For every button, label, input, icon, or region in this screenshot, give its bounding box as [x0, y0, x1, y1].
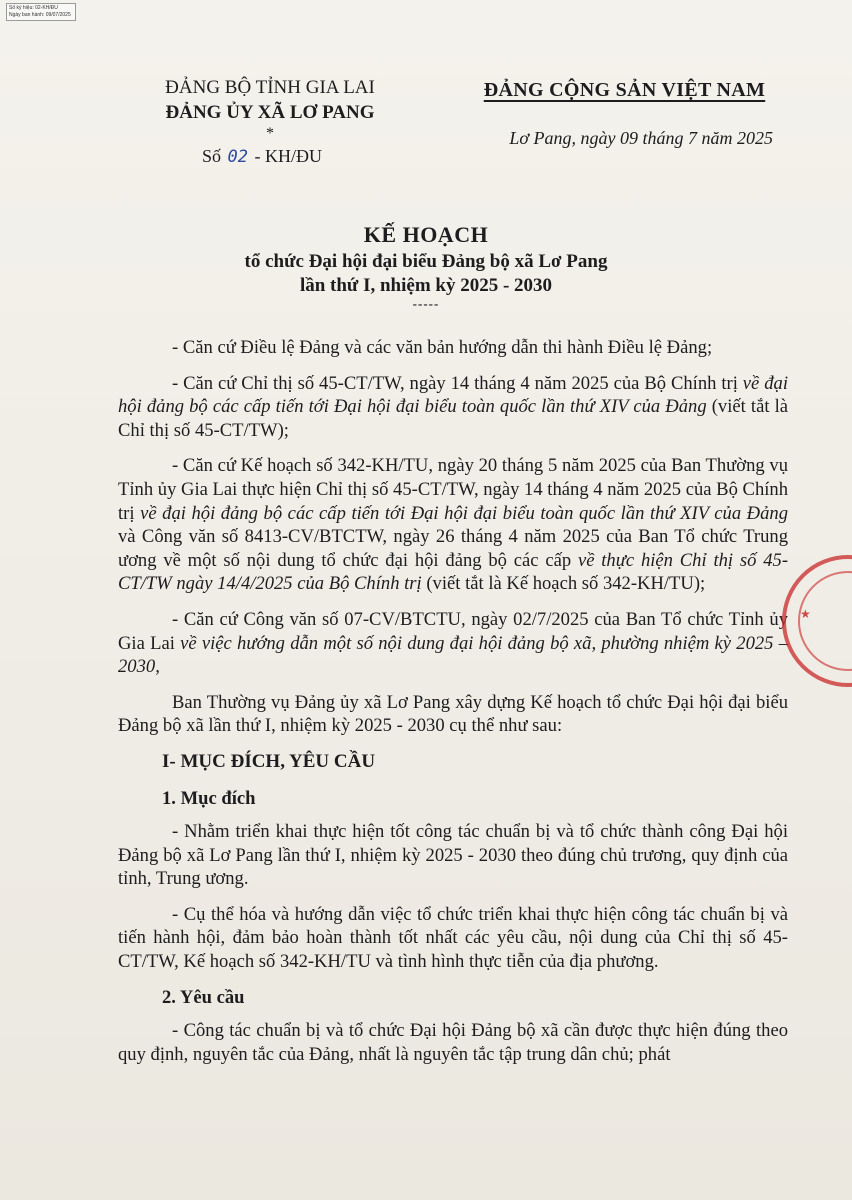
document-body: [118, 336, 788, 1078]
italic-text-run: về đại hội đảng bộ các cấp tiến tới Đại hội đại biểu toàn quốc lần thứ XIV của Đảng: [118, 372, 788, 418]
national-motto-block: [472, 76, 777, 152]
document-number: [150, 142, 390, 171]
party-name-motto: ĐẢNG CỘNG SẢN VIỆT NAM: [483, 79, 766, 101]
number-suffix: - KH/ĐU: [254, 146, 322, 166]
issue-date-note: Ngày ban hành: 09/07/2025: [9, 12, 71, 18]
requirements-paragraph-1: - Công tác chuẩn bị và tổ chức Đại hội Đảng bộ xã cần được thực hiện đúng theo quy định, nguyên tắc của Đảng, nhất là nguyên tắc tập trung dân chủ; phát: [118, 1020, 788, 1065]
basis-paragraph-1: - Căn cứ Điều lệ Đảng và các văn bản hướng dẫn thi hành Điều lệ Đảng;: [172, 337, 713, 358]
text-run: - Căn cứ Kế hoạch số 342-KH/TU, ngày 20 tháng 5 năm 2025 của Ban Thường vụ Tỉnh ủy Gia Lai thực hiện Chỉ thị số 45-CT/TW, ngày 14 tháng 4 năm 2025 của Bộ Chính trị: [118, 455, 788, 524]
italic-text-run: về việc hướng dẫn một số nội dung đại hội đảng bộ xã, phường nhiệm kỳ 2025 – 2030,: [118, 632, 788, 678]
section-heading-1: I- MỤC ĐÍCH, YÊU CẦU: [162, 750, 376, 772]
text-run: (viết tắt là Chỉ thị số 45-CT/TW);: [118, 396, 788, 441]
subheading-purpose: 1. Mục đích: [162, 787, 256, 809]
handwritten-number: 02: [227, 147, 248, 167]
basis-paragraph-3: [118, 454, 788, 596]
issuing-authority-block: [150, 76, 390, 171]
text-run: - Căn cứ Chỉ thị số 45-CT/TW, ngày 14 tháng 4 năm 2025 của Bộ Chính trị: [172, 372, 743, 394]
star-mark: *: [266, 125, 274, 142]
parent-authority: ĐẢNG BỘ TỈNH GIA LAI: [165, 77, 375, 98]
text-run: - Căn cứ Công văn số 07-CV/BTCTU, ngày 02/7/2025 của Ban Tổ chức Tỉnh ủy Gia Lai: [118, 608, 788, 654]
text-run: và Công văn số 8413-CV/BTCTW, ngày 26 tháng 4 năm 2025 của Ban Tổ chức Trung ương về một số nội dung tổ chức đại hội đảng bộ các cấp: [118, 526, 788, 571]
title-separator: -----: [412, 296, 440, 311]
basis-paragraph-2: [118, 372, 788, 443]
footer-stamp: [0, 1186, 852, 1200]
text-run: (viết tắt là Kế hoạch số 342-KH/TU);: [421, 573, 706, 595]
document-number-note: Số ký hiệu: 02-KH/ĐU: [9, 5, 58, 11]
number-prefix: Số: [202, 146, 222, 166]
purpose-paragraph-1: - Nhằm triển khai thực hiện tốt công tác chuẩn bị và tổ chức thành công Đại hội Đảng bộ xã Lơ Pang lần thứ I, nhiệm kỳ 2025 - 2030 theo đúng chủ trương, quy định của tỉnh, Trung ương.: [118, 821, 788, 890]
document-title-block: [0, 220, 852, 310]
document-type: KẾ HOẠCH: [363, 222, 489, 247]
title-line-2: lần thứ I, nhiệm kỳ 2025 - 2030: [299, 275, 553, 296]
basis-paragraph-4: [118, 608, 788, 679]
issuing-authority: ĐẢNG ỦY XÃ LƠ PANG: [165, 102, 375, 123]
purpose-paragraph-2: - Cụ thể hóa và hướng dẫn việc tổ chức triển khai thực hiện công tác chuẩn bị và tiến hành hội, đảm bảo hoàn thành tốt nhất các yêu cầu, nội dung của Chỉ thị số 45-CT/TW, Kế hoạch số 342-KH/TU và tình hình thực tiễn của địa phương.: [118, 903, 788, 973]
intro-paragraph: Ban Thường vụ Đảng ủy xã Lơ Pang xây dựng Kế hoạch tổ chức Đại hội đại biểu Đảng bộ xã lần thứ I, nhiệm kỳ 2025 - 2030 cụ thể như sau:: [118, 691, 788, 737]
italic-text-run: về thực hiện Chỉ thị số 45-CT/TW ngày 14/4/2025 của Bộ Chính trị: [118, 549, 789, 595]
document-info-label: [6, 3, 76, 21]
red-seal-stamp: [782, 555, 852, 687]
seal-star-icon: ★: [800, 607, 811, 621]
place-and-date: Lơ Pang, ngày 09 tháng 7 năm 2025: [509, 128, 773, 148]
title-line-1: tổ chức Đại hội đại biểu Đảng bộ xã Lơ Pang: [244, 251, 608, 272]
italic-text-run: về đại hội đảng bộ các cấp tiến tới Đại hội đại biểu toàn quốc lần thứ XIV của Đảng: [140, 502, 788, 524]
subheading-requirements: 2. Yêu cầu: [162, 986, 245, 1008]
